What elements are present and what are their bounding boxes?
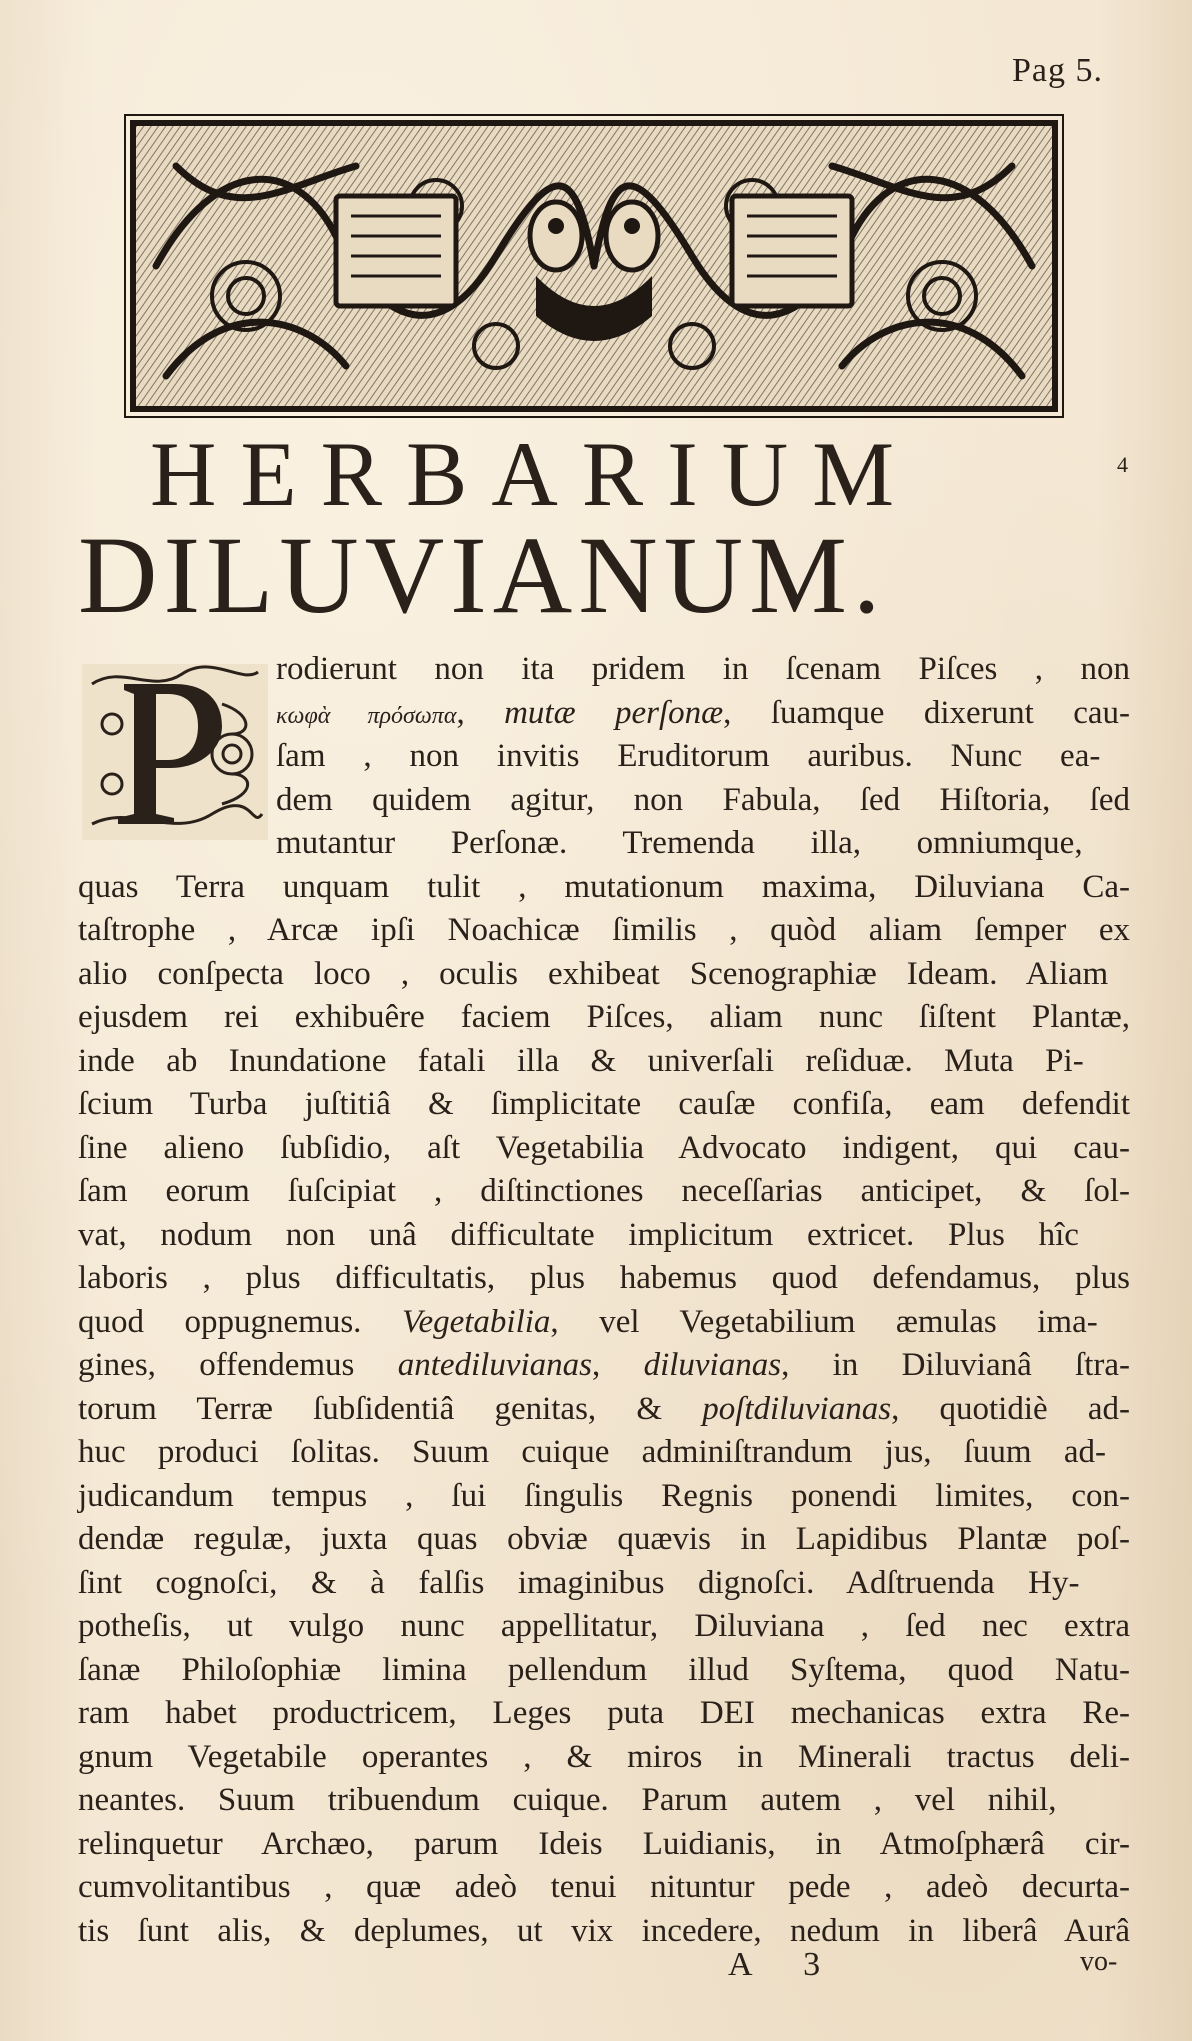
text-line <box>78 1518 1130 1560</box>
text-run: , <box>456 694 505 731</box>
text-line <box>78 1301 1098 1343</box>
page-number: Pag 5. <box>1012 52 1103 89</box>
text-line <box>78 1736 1130 1778</box>
text-line <box>78 1866 1130 1908</box>
text-run: ſam eorum ſuſcipiat , diſtinctiones neceſſarias anticipet, & ſol- <box>78 1173 1130 1209</box>
italic-phrase: antediluvianas <box>397 1347 593 1383</box>
text-line <box>276 692 1130 734</box>
title-line-1: HERBARIUM <box>150 423 919 525</box>
text-run: quod oppugnemus. <box>78 1303 402 1340</box>
text-run: judicandum tempus , ſui ſingulis Regnis ponendi limites, con- <box>78 1477 1130 1514</box>
text-line <box>276 779 1130 821</box>
text-run: quas Terra unquam tulit , mutationum maxima, Diluviana Ca- <box>78 868 1130 905</box>
text-run: alio conſpecta loco , oculis exhibeat Scenographiæ Ideam. Aliam <box>78 955 1109 992</box>
side-marker: 4 <box>1117 452 1128 477</box>
text-run: ſanæ Philoſophiæ limina pellendum illud Syſtema, quod Natu- <box>78 1651 1130 1688</box>
text-line <box>78 1431 1106 1473</box>
text-line <box>78 1388 1130 1430</box>
signature-mark: A 3 <box>728 1946 843 1983</box>
text-run: dendæ regulæ, juxta quas obviæ quævis in Lapidibus Plantæ poſ- <box>78 1521 1130 1557</box>
text-line <box>78 953 1108 995</box>
text-run: taſtrophe , Arcæ ipſi Noachicæ ſimilis , quòd aliam ſemper ex <box>78 912 1130 948</box>
text-run: gines, offendemus <box>78 1347 398 1383</box>
text-run: , quotidiè ad- <box>891 1390 1130 1427</box>
text-line <box>78 1605 1130 1647</box>
text-line <box>78 909 1130 951</box>
text-run: neantes. Suum tribuendum cuique. Parum autem , vel nihil, <box>78 1782 1057 1818</box>
text-run: laboris , plus difficultatis, plus habemus quod defendamus, plus <box>78 1260 1130 1296</box>
text-run: ſine alieno ſubſidio, aſt Vegetabilia Advocato indigent, qui cau- <box>78 1129 1130 1166</box>
text-line <box>78 1040 1084 1082</box>
text-run: ejusdem rei exhibuêre faciem Piſces, aliam nunc ſiſtent Plantæ, <box>78 999 1130 1035</box>
text-line <box>78 1214 1079 1256</box>
italic-phrase: mutæ perſonæ <box>504 694 724 731</box>
title-line-2: DILUVIANUM. <box>78 514 887 636</box>
text-run: , ſuamque dixerunt cau- <box>723 694 1130 731</box>
catchword: vo- <box>1080 1946 1118 1977</box>
text-run: ſcium Turba juſtitiâ & ſimplicitate cauſæ confiſa, eam defendit <box>78 1086 1130 1122</box>
text-run: potheſis, ut vulgo nunc appellitatur, Diluviana , ſed nec extra <box>78 1608 1130 1644</box>
ornamental-headpiece-image <box>130 120 1058 412</box>
text-run: relinquetur Archæo, parum Ideis Luidianis, in Atmoſphærâ cir- <box>78 1825 1130 1862</box>
text-run: , <box>592 1347 644 1383</box>
text-run: cumvolitantibus , quæ adeò tenui nituntur pede , adeò decurta- <box>78 1869 1130 1905</box>
text-line <box>78 1127 1130 1169</box>
text-run: vat, nodum non unâ difficultate implicitum extricet. Plus hîc <box>78 1216 1079 1253</box>
text-line <box>78 1910 1130 1952</box>
text-line <box>78 1823 1130 1865</box>
text-line <box>276 648 1130 690</box>
text-line <box>78 1692 1130 1734</box>
text-run: ſam , non invitis Eruditorum auribus. Nunc ea- <box>276 738 1101 774</box>
text-line <box>78 1475 1130 1517</box>
italic-phrase: poſtdiluvianas <box>702 1390 892 1427</box>
text-run: , in Diluvianâ ſtra- <box>781 1347 1130 1383</box>
text-line <box>78 1083 1130 1125</box>
text-run: mutantur Perſonæ. Tremenda illa, omniumque, <box>276 825 1083 861</box>
text-line <box>78 1344 1130 1386</box>
text-line <box>78 1562 1079 1604</box>
text-line <box>78 866 1130 908</box>
text-run: torum Terræ ſubſidentiâ genitas, & <box>78 1390 703 1427</box>
text-line <box>78 996 1130 1038</box>
text-line <box>78 1257 1130 1299</box>
italic-phrase: Vegetabilia <box>401 1303 551 1340</box>
text-run: tis ſunt alis, & deplumes, ut vix incedere, nedum in liberâ Aurâ <box>78 1912 1130 1949</box>
text-run: ſint cognoſci, & à falſis imaginibus dignoſci. Adſtruenda Hy- <box>78 1564 1080 1601</box>
greek-phrase: κωφὰ πρόσωπα <box>276 702 457 729</box>
text-run: rodierunt non ita pridem in ſcenam Piſces , non <box>276 651 1130 687</box>
text-run: gnum Vegetabile operantes , & miros in Minerali tractus deli- <box>78 1738 1130 1775</box>
text-run: huc produci ſolitas. Suum cuique adminiſtrandum jus, ſuum ad- <box>78 1434 1106 1470</box>
text-line <box>276 735 1100 777</box>
text-line <box>78 1779 1057 1821</box>
italic-phrase: diluvianas <box>643 1347 782 1383</box>
text-line <box>78 1170 1130 1212</box>
text-line <box>78 1649 1130 1691</box>
text-run: dem quidem agitur, non Fabula, ſed Hiſtoria, ſed <box>276 781 1130 818</box>
decorated-initial-image <box>82 664 268 840</box>
text-line <box>276 822 1083 864</box>
text-run: ram habet productricem, Leges puta DEI mechanicas extra Re- <box>78 1695 1130 1731</box>
text-run: , vel Vegetabilium æmulas ima- <box>550 1303 1098 1340</box>
text-run: inde ab Inundatione fatali illa & univerſali reſiduæ. Muta Pi- <box>78 1042 1084 1079</box>
